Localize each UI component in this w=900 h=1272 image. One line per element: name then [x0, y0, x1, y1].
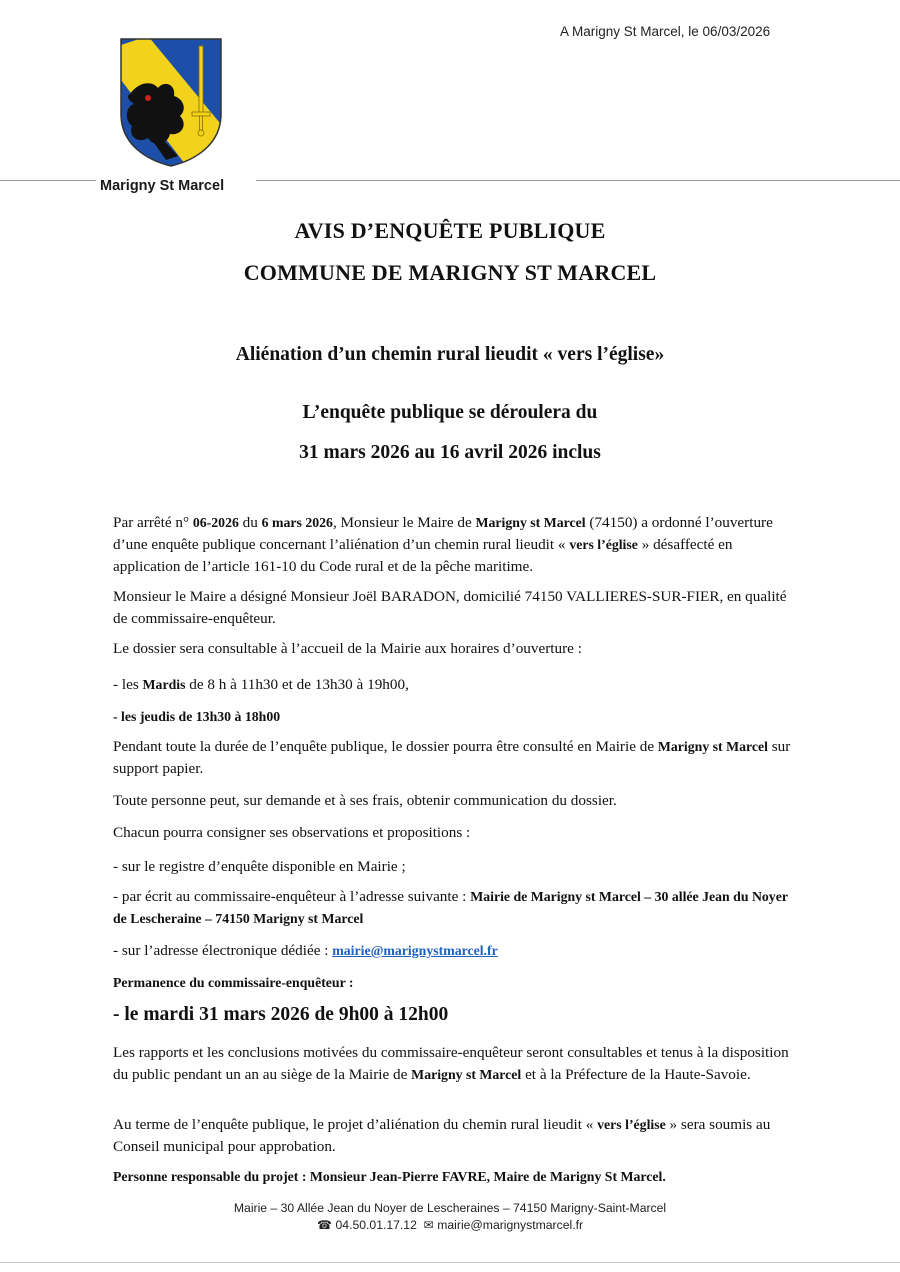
option-registre: - sur le registre d’enquête disponible en Mairie ;: [113, 858, 406, 875]
footer-phone: 04.50.01.17.12: [335, 1218, 417, 1232]
paragraph-communication: Toute personne peut, sur demande et à ses frais, obtenir communication du dossier.: [113, 792, 617, 809]
paragraph-rapports: Les rapports et les conclusions motivées du commissaire-enquêteur seront consultables et tenus à la disposition du public pendant un an au siège de la Mairie de Marigny st Marcel et à la Préfecture de la Haute-Savoie.: [113, 1044, 789, 1083]
option-courrier: - par écrit au commissaire-enquêteur à l’adresse suivante : Mairie de Marigny st Marcel – 30 allée Jean du Noyer de Lescheraine – 74150 Marigny st Marcel: [113, 888, 788, 926]
paragraph-consultation: Pendant toute la durée de l’enquête publique, le dossier pourra être consulté en Mairie de Marigny st Marcel sur support papier.: [113, 738, 791, 777]
subject-heading: Aliénation d’un chemin rural lieudit « vers l’église»: [235, 344, 665, 365]
commune-title: COMMUNE DE MARIGNY ST MARCEL: [243, 260, 657, 285]
email-link[interactable]: mairie@marignystmarcel.fr: [332, 943, 498, 958]
permanence-label: Permanence du commissaire-enquêteur :: [113, 975, 354, 990]
date-line: A Marigny St Marcel, le 06/03/2026: [560, 24, 771, 39]
paragraph-observations: Chacun pourra consigner ses observations et propositions :: [113, 824, 471, 841]
footer-contact: [0, 1216, 900, 1234]
mail-icon: ✉: [423, 1218, 434, 1232]
paragraph-commissaire: Monsieur le Maire a désigné Monsieur Joël BARADON, domicilié 74150 VALLIERES-SUR-FIER, en qualité de commissaire-enquêteur.: [113, 588, 787, 627]
phone-icon: ☎: [316, 1218, 333, 1232]
period-heading-2: 31 mars 2026 au 16 avril 2026 inclus: [299, 442, 601, 463]
paragraph-conseil: Au terme de l’enquête publique, le projet d’aliénation du chemin rural lieudit « vers l’église » sera soumis au Conseil municipal pour approbation.: [113, 1116, 771, 1155]
footer-email[interactable]: mairie@marignystmarcel.fr: [437, 1218, 584, 1232]
permanence-date: - le mardi 31 mars 2026 de 9h00 à 12h00: [113, 1004, 449, 1025]
paragraph-arrete: Par arrêté n° 06-2026 du 6 mars 2026, Monsieur le Maire de Marigny st Marcel (74150) a ordonné l’ouverture d’une enquête publique concernant l’aliénation d’un chemin rural lieudit « vers l’église » désaffecté en application de l’article 161-10 du Code rural et de la pêche maritime.: [113, 514, 773, 575]
coat-of-arms-icon: [118, 36, 224, 168]
responsible-person: Personne responsable du projet : Monsieur Jean-Pierre FAVRE, Maire de Marigny St Marcel.: [113, 1169, 666, 1184]
hours-thursday: - les jeudis de 13h30 à 18h00: [113, 709, 281, 724]
commune-name: Marigny St Marcel: [100, 178, 225, 194]
period-heading-1: L’enquête publique se déroulera du: [302, 402, 598, 423]
hours-tuesday: - les Mardis de 8 h à 11h30 et de 13h30 à 19h00,: [113, 676, 409, 693]
option-email: - sur l’adresse électronique dédiée : mairie@marignystmarcel.fr: [113, 942, 498, 959]
paragraph-dossier: Le dossier sera consultable à l’accueil de la Mairie aux horaires d’ouverture :: [113, 640, 582, 657]
bottom-rule: [0, 1262, 900, 1263]
notice-title: AVIS D’ENQUÊTE PUBLIQUE: [294, 218, 606, 243]
footer-address: Mairie – 30 Allée Jean du Noyer de Lescheraines – 74150 Marigny-Saint-Marcel: [233, 1201, 667, 1215]
